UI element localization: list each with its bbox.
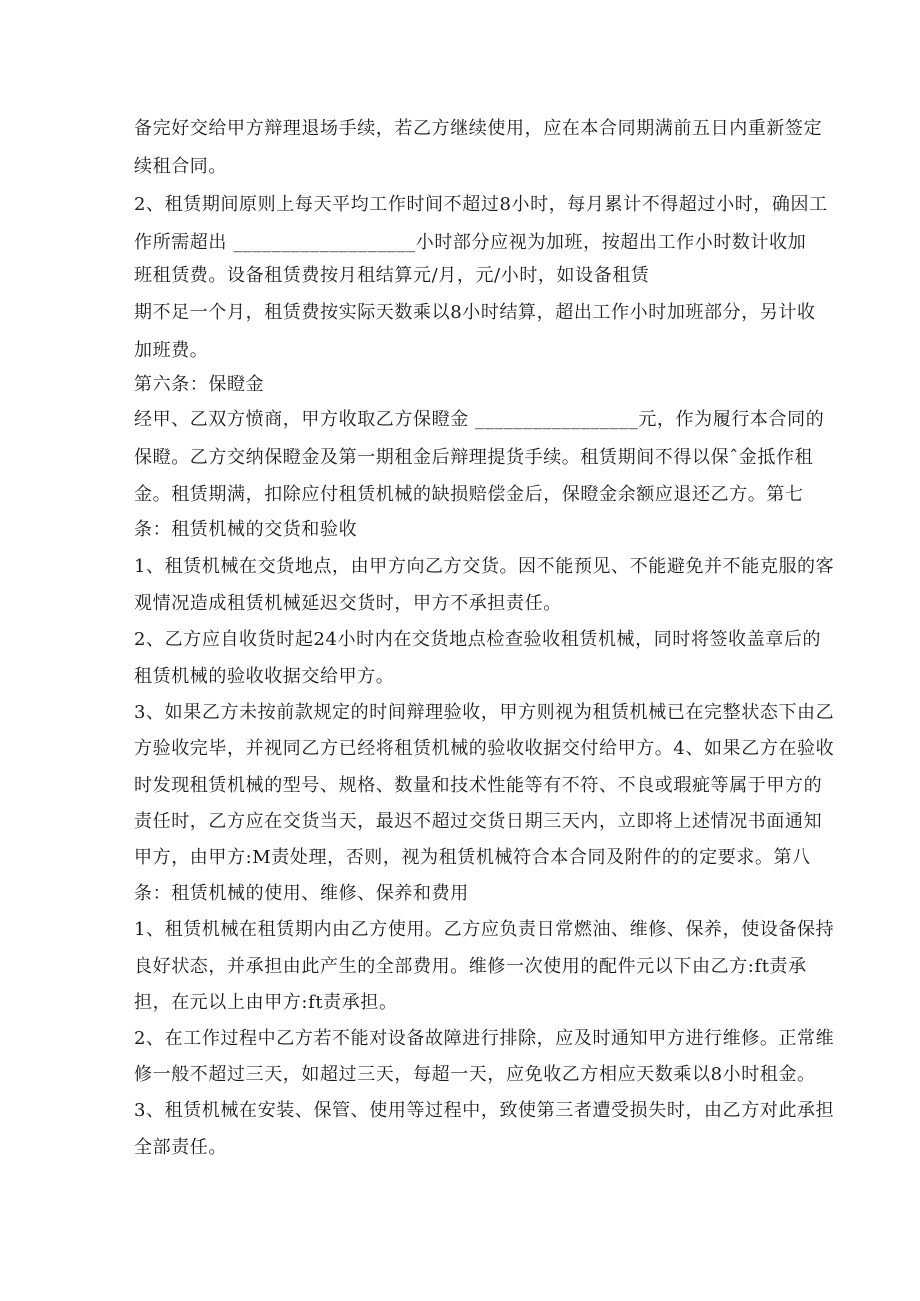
- text-line: 1、租赁机械在租赁期内由乙方使用。乙方应负责日常燃油、维修、保养，使设备保持: [134, 919, 835, 940]
- text-line: 甲方，由甲方:M责处理，否则，视为租赁机械符合本合同及附件的的定要求。第八: [134, 847, 811, 868]
- text-line: 金。租赁期满，扣除应付租赁机械的缺损赔偿金后，保瞪金余额应退还乙方。第七: [134, 484, 804, 505]
- text-line: 备完好交给甲方辩理退场手续，若乙方继续使用，应在本合同期满前五日内重新签定: [134, 118, 823, 139]
- text-line: 全部责任。: [134, 1137, 227, 1158]
- text-line: 2、乙方应自收货时起24小时内在交货地点检查验收租赁机械，同时将签收盖章后的: [134, 629, 822, 650]
- text-line: 3、如果乙方未按前款规定的时间辩理验收，甲方则视为租赁机械已在完整状态下由乙: [134, 702, 835, 723]
- text-line: 时发现租赁机械的型号、规格、数量和技术性能等有不符、不良或瑕疵等属于甲方的: [134, 775, 823, 796]
- text-line: 租赁机械的验收收据交给甲方。: [134, 666, 395, 687]
- section-heading: 条：租赁机械的交货和验收: [134, 519, 358, 540]
- text-line: 3、租赁机械在安装、保管、使用等过程中，致使第三者遭受损失时，由乙方对此承担: [134, 1100, 835, 1121]
- text-line: 班租赁费。设备租赁费按月租结算元/月，元/小时，如设备租赁: [134, 265, 650, 286]
- text-line: 2、在工作过程中乙方若不能对设备故障进行排除，应及时通知甲方进行维修。正常维: [134, 1028, 835, 1049]
- text-line: 经甲、乙双方愤商，甲方收取乙方保瞪金 _________________元，作为履行本合同的: [134, 409, 825, 430]
- text-line: 续租合同。: [134, 156, 227, 177]
- text-line: 保瞪。乙方交纳保瞪金及第一期租金后辩理提货手续。租赁期间不得以保ˆ金抵作租: [134, 447, 814, 468]
- text-line: 方验收完毕，并视同乙方已经将租赁机械的验收收据交付给甲方。4、如果乙方在验收: [134, 738, 835, 759]
- text-line: 观情况造成租赁机械延迟交货时，甲方不承担责任。: [134, 593, 562, 614]
- text-line: 期不足一个月，租赁费按实际天数乘以8小时结算，超出工作小时加班部分，另计收: [134, 302, 816, 323]
- text-line: 责任时，乙方应在交货当天，最迟不超过交货日期三天内，立即将上述情况书面通知: [134, 811, 823, 832]
- text-line: 作所需超出 ___________________小时部分应视为加班，按超出工作小时数计收加: [134, 232, 807, 253]
- text-line: 加班费。: [134, 340, 209, 361]
- text-line: 1、租赁机械在交货地点，由甲方向乙方交货。因不能预见、不能避免并不能克服的客: [134, 556, 835, 577]
- text-line: 修一般不超过三天，如超过三天，每超一天，应免收乙方相应天数乘以8小时租金。: [134, 1064, 816, 1085]
- text-line: 良好状态，并承担由此产生的全部费用。维修一次使用的配件元以下由乙方:ft责承: [134, 956, 807, 977]
- text-line: 2、租赁期间原则上每天平均工作时间不超过8小时，每月累计不得超过小时，确因工: [134, 194, 828, 215]
- section-heading: 第六条：保瞪金: [134, 374, 265, 395]
- text-line: 担，在元以上由甲方:ft责承担。: [134, 992, 398, 1013]
- section-heading: 条：租赁机械的使用、维修、保养和费用: [134, 883, 469, 904]
